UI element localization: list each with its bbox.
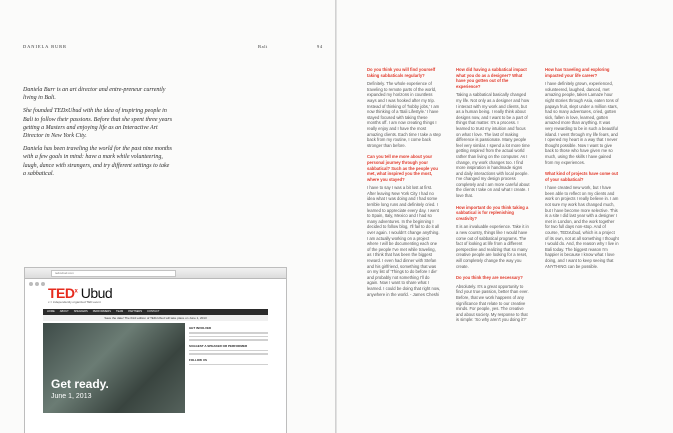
interview-question: Do you think you will find yourself taking sabbaticals regularly? xyxy=(367,67,436,78)
intro-paragraph: Daniela Burr is an art director and entre-preneur currently living in Bali. xyxy=(23,87,166,102)
intro-paragraph: She founded TEDxUbud with the idea of inspiring people in Bali to follow their passions. Before that she spent three years getting a Masters and enjoying life as an Interactive Art Director in New York City. xyxy=(23,108,173,140)
interview-answer: I have created new work, but I have been able to reflect on my clients and work on projects I really believe in. I am not sure my work has changed much, but I have become more selective. This is a site I did last year with a designer I met in London, and the work together for two full days non-stop. And of course, TEDxUbud, which is a project of its own, not at all something I thought I would do. And, the reason why I live in Bali today. The biggest reason I'm happier is because I know what I love doing, and I want to keep seeing that ANYTHING can be possible. xyxy=(545,185,619,269)
interview-question: Can you tell me more about your personal journey through your sabbatical? Such as the people you met, what inspired you the most, where you stayed? xyxy=(367,154,438,182)
page-number: 94 xyxy=(317,44,323,49)
right-page xyxy=(337,0,673,433)
nav-item: SPEAKERS xyxy=(73,310,88,313)
nav-item: ABOUT xyxy=(59,310,69,313)
browser-chrome xyxy=(25,268,286,279)
interview-question: How has traveling and exploring impacted your life career? xyxy=(545,67,610,78)
interview-answer: I have to say I was a bit lost at first. After leaving New York City I had no idea what I was doing and I had some terrible long runs and definitely cried. I learned to appreciate every day. I went to Spain, Italy, Mexico and I had so many adventures. In the beginning I decided to follow blog, I'll fail to do it all over again. I wouldn't change anything. I am actually working on a project where I will be documenting each one of the people I've met while traveling, as I think that has been the biggest reward. I even had dinner with Stefan and his girlfriend, something that was on my list of 'Things to do before I die' and probably not something I'll do again. Now I want to share what I learned. I could be doing that right now, anywhere in the world. - James Cheshi xyxy=(367,185,441,297)
interview-question: How did having a sabbatical impact what you do as a designer? What have you gotten out of the experience? xyxy=(456,67,527,89)
site-content xyxy=(43,323,268,413)
left-page xyxy=(0,0,335,433)
running-header-location: Bali xyxy=(258,44,268,49)
interview-answer: I have definitely grown, experienced, volunteered, laughed, danced, met amazing people, taken Lamaze hour night stories through Asia, eaten tons of papaya fruit, slept under a million stars, had so many adventures, cried, gotten sick, fallen in love, learned, gotten amazed more than anything. It was very rewarding to be in such a beautiful island. I went through my life fears, and I opened my heart in a way that I never thought possible. Now I want to give back to those who have given me so much, using the skills I have gained from my experiences. xyxy=(545,81,619,165)
sidebar-heading: GET INVOLVED xyxy=(189,326,212,330)
nav-item: CONTACT xyxy=(147,310,160,313)
interview-column-3 xyxy=(545,67,619,275)
tedxubud-logo: TED$^x$ Ubud xyxy=(48,285,113,301)
interview-question: How important do you think taking a sabbatical is for replenishing creativity? xyxy=(456,204,529,221)
site-tagline: x = independently organized TED event xyxy=(48,300,101,304)
interview-answer: Absolutely. It's a great opportunity to find your true passion, better than ever. Before, that we work happens of any significance that relate to our creative minds. For people, yes. The creative and about society. My response to that is simple: 'So why aren't you doing it?' xyxy=(456,283,529,323)
nav-item: TEAM xyxy=(116,310,124,313)
interview-answer: Taking a sabbatical basically changed my life. Not only as a designer and how I interact with my work and clients, but as a human being. I really think about designs now, and I want to be a part of things that matter. It's a process. I learned to trust my intuition and focus on what I love. The last of making difference is passionate. Many people feel very similar. I spend a lot more time getting inspired from the actual world rather than living on the computer. As I change, my work changes too. I find more inspiration in handmade signs and daily interactions with local people. I've changed my design process completely and I am more careful about the clients I take on and what I create. I love that. xyxy=(456,92,530,199)
nav-item: HOME xyxy=(47,310,55,313)
interview-question: Do you think they are necessary? xyxy=(456,275,523,281)
nav-item: PERFORMERS xyxy=(92,310,112,313)
website-screenshot xyxy=(24,267,287,433)
hero-date: June 1, 2013 xyxy=(51,393,92,400)
site-header xyxy=(43,279,268,309)
site-sidebar xyxy=(189,323,268,413)
hero-title: Get ready. xyxy=(51,377,109,391)
nav-item: PARTNERS xyxy=(128,310,143,313)
sidebar-heading: FOLLOW US xyxy=(189,357,207,362)
interview-column-1 xyxy=(367,67,441,303)
interview-answer: It is an invaluable experience. Take it in a new country, things like I would have come out of sabbatical programs. The fact of looking at life from a different perspective and realizing that so many creative people are looking for a reset, will completely change the way you create. xyxy=(456,224,529,269)
interview-column-2 xyxy=(456,67,530,329)
running-header-author: DANIELA BURR xyxy=(23,44,67,49)
website-body xyxy=(25,279,286,413)
address-bar: tedxubud.com xyxy=(51,270,176,277)
save-the-date-banner: Save the date! The third edition of TEDxUbud will take place on June 1, 2013 xyxy=(43,315,268,321)
intro-paragraph: Daniela has been traveling the world for the past nine months with a few goals in mind: have a mark while volunteering, laugh, dance with strangers, and try different settings to take a sabbatical. xyxy=(23,146,172,177)
sidebar-heading: SUGGEST A SPEAKER OR PERFORMER xyxy=(189,343,248,348)
interview-question: What kind of projects have come out of your sabbatical? xyxy=(545,171,619,182)
hero-image xyxy=(43,323,185,413)
interview-answer: Definitely. The whole experience of traveling to remote parts of the world, expanded my horizons in countless ways and I was hooked after my trip. Instead of thinking of 'hobby jobs,' I am now thinking of a 'Bali Lifestyle.' I have stayed focused with taking these months off. I am now creating things I really enjoy and I have the most amazing clients. Each time I take a step back from my routine, I come back stronger than before. xyxy=(367,81,441,148)
intro-text xyxy=(23,86,173,183)
